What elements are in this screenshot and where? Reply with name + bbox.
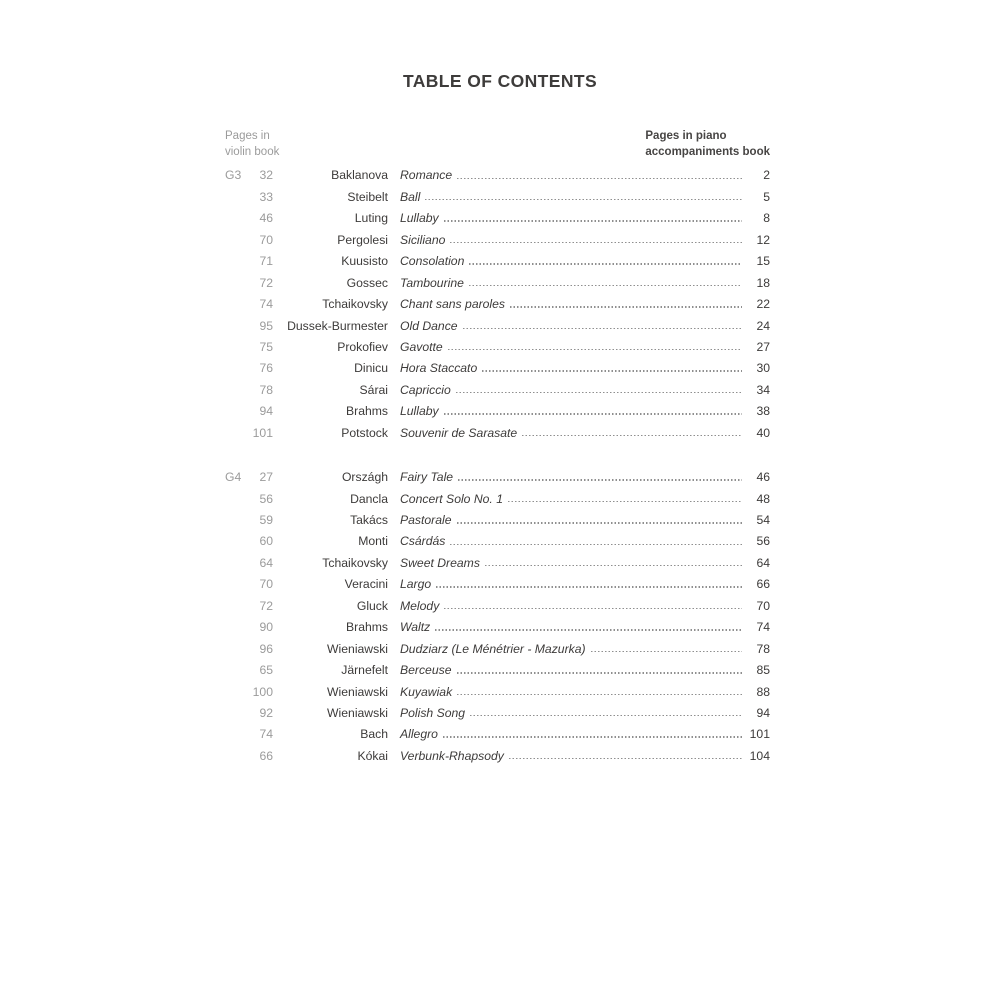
composer-name: Gluck [356,598,388,613]
piece-title: Lullaby [400,211,439,226]
dot-leader [457,672,743,673]
dot-leader [508,501,742,502]
toc-row [225,548,770,569]
composer-name: Sárai [359,382,388,397]
toc-row [225,182,770,203]
violin-page-number: 92 [259,705,273,720]
dot-leader [443,736,742,737]
piano-page-number: 70 [756,598,770,613]
dot-leader [485,565,742,566]
piece-title: Old Dance [400,318,458,333]
piano-page-number: 56 [756,534,770,549]
piano-page-number: 22 [756,297,770,312]
composer-name: Järnefelt [341,663,388,678]
toc-section-g4 [225,463,770,763]
piano-book-column-header [645,129,770,160]
violin-page-number: 70 [259,577,273,592]
violin-page-number: 78 [259,382,273,397]
piano-book-header-line1: Pages in piano [645,130,727,142]
toc-row [225,656,770,677]
piano-page-number: 94 [756,705,770,720]
piece-title: Allegro [400,727,438,742]
piano-page-number: 40 [756,425,770,440]
toc-row [225,375,770,396]
composer-name: Veracini [344,577,388,592]
dot-leader [450,242,742,243]
piece-title: Polish Song [400,705,466,720]
toc-row [225,225,770,246]
toc-row [225,333,770,354]
composer-name: Wieniawski [327,684,388,699]
toc-row [225,720,770,741]
piano-page-number: 5 [763,189,770,204]
piano-page-number: 15 [756,254,770,269]
violin-page-number: 32 [259,168,273,183]
piano-page-number: 64 [756,555,770,570]
composer-name: Wieniawski [327,641,388,656]
dot-leader [469,263,742,264]
composer-name: Gossec [346,275,388,290]
dot-leader [458,479,742,480]
piece-title: Romance [400,168,453,183]
piece-title: Ball [400,189,421,204]
toc-row [225,204,770,225]
violin-page-number: 94 [259,404,273,419]
piano-page-number: 101 [749,727,770,742]
piece-title: Concert Solo No. 1 [400,491,503,506]
page-title: TABLE OF CONTENTS [402,71,598,91]
composer-name: Monti [358,534,388,549]
dot-leader [444,413,742,414]
piece-title: Berceuse [400,663,452,678]
piano-page-number: 78 [756,641,770,656]
composer-name: Takács [350,513,388,527]
piano-page-number: 24 [756,318,770,333]
piano-page-number: 88 [756,684,770,699]
toc-row [225,311,770,332]
violin-page-number: 64 [259,555,273,570]
violin-book-header-line2: violin book [225,145,280,158]
dot-leader [435,629,742,630]
piano-page-number: 34 [756,382,770,397]
dot-leader [457,178,742,179]
dot-leader [469,285,742,286]
violin-page-number: 59 [259,513,273,527]
violin-page-number: 33 [259,189,273,204]
toc-row [225,397,770,418]
piano-page-number: 48 [756,491,770,506]
toc-row [225,161,770,182]
piano-page-number: 12 [756,232,770,247]
dot-leader [522,435,742,436]
dot-leader [425,199,742,200]
piece-title: Chant sans paroles [400,297,506,312]
dot-leader [509,758,742,759]
toc-row [225,527,770,548]
violin-book-header-line1: Pages in [225,130,270,142]
composer-name: Országh [341,470,388,485]
violin-page-number: 71 [259,254,273,269]
composer-name: Bach [360,727,388,742]
dot-leader [463,328,742,329]
dot-leader [470,715,742,716]
piano-page-number: 104 [749,748,770,763]
toc-section-g3 [225,161,770,440]
violin-page-number: 27 [259,470,273,485]
toc-row [225,741,770,762]
composer-name: Wieniawski [327,705,388,720]
composer-name: Prokofiev [337,339,388,354]
violin-page-number: 96 [259,641,273,656]
dot-leader [456,392,742,393]
piece-title: Dudziarz (Le Ménétrier - Mazurka) [400,641,586,656]
composer-name: Tchaikovsky [322,555,388,570]
violin-page-number: 74 [259,297,273,312]
piano-page-number: 18 [756,275,770,290]
dot-leader [482,370,742,371]
violin-page-number: 70 [259,232,273,247]
column-headers [225,129,770,161]
piece-title: Melody [400,598,440,613]
composer-name: Luting [354,211,388,226]
violin-page-number: 72 [259,598,273,613]
piece-title: Lullaby [400,404,439,419]
piece-title: Csárdás [400,534,446,549]
grade-label: G3 [225,168,242,183]
piano-page-number: 46 [756,470,770,485]
grade-label: G4 [225,470,242,485]
piece-title: Fairy Tale [400,470,454,485]
composer-name: Pergolesi [337,232,388,247]
violin-book-column-header [225,129,279,160]
composer-name: Baklanova [331,168,388,183]
composer-name: Tchaikovsky [322,297,388,312]
dot-leader [444,220,742,221]
piece-title: Verbunk-Rhapsody [400,748,504,763]
dot-leader [510,306,742,307]
violin-page-number: 101 [252,425,273,440]
dot-leader [457,522,743,523]
piano-page-number: 8 [763,211,770,226]
toc-row [225,418,770,439]
piano-page-number: 54 [756,513,770,527]
violin-page-number: 65 [259,663,273,678]
composer-name: Dinicu [354,361,388,376]
composer-name: Dussek-Burmester [287,318,388,333]
composer-name: Kuusisto [341,254,388,269]
toc-row [225,268,770,289]
piece-title: Kuyawiak [400,684,453,699]
piece-title: Souvenir de Sarasate [400,425,518,440]
piece-title: Tambourine [400,275,464,290]
composer-name: Brahms [346,404,388,419]
toc-sections [225,161,770,763]
toc-row [225,570,770,591]
piece-title: Siciliano [400,232,446,247]
dot-leader [444,608,742,609]
toc-row [225,506,770,527]
toc-row [225,484,770,505]
piano-book-header-line2: accompaniments book [645,145,770,158]
piano-page-number: 74 [756,620,770,635]
composer-name: Kókai [357,748,388,763]
piece-title: Sweet Dreams [400,555,480,570]
toc-row [225,677,770,698]
dot-leader [591,651,742,652]
dot-leader [450,544,742,545]
composer-name: Dancla [350,491,388,506]
piano-page-number: 30 [756,361,770,376]
toc-content [225,129,770,763]
composer-name: Potstock [341,425,388,440]
dot-leader [448,349,742,350]
piece-title: Largo [400,577,432,592]
toc-row [225,290,770,311]
dot-leader [457,694,742,695]
toc-row [225,247,770,268]
violin-page-number: 46 [259,211,273,226]
piano-page-number: 2 [763,168,770,183]
piece-title: Consolation [400,254,465,269]
toc-row [225,463,770,484]
piece-title: Hora Staccato [400,361,478,376]
violin-page-number: 56 [259,491,273,506]
violin-page-number: 72 [259,275,273,290]
violin-page-number: 60 [259,534,273,549]
piece-title: Gavotte [400,339,443,354]
piece-title: Pastorale [400,513,452,527]
dot-leader [436,586,742,587]
piano-page-number: 85 [756,663,770,678]
violin-page-number: 66 [259,748,273,763]
violin-page-number: 74 [259,727,273,742]
violin-page-number: 95 [259,318,273,333]
violin-page-number: 100 [252,684,273,699]
piece-title: Waltz [400,620,431,635]
composer-name: Steibelt [347,189,388,204]
toc-row [225,699,770,720]
violin-page-number: 76 [259,361,273,376]
violin-page-number: 90 [259,620,273,635]
toc-row [225,613,770,634]
piano-page-number: 66 [756,577,770,592]
composer-name: Brahms [346,620,388,635]
piano-page-number: 27 [756,339,770,354]
piece-title: Capriccio [400,382,451,397]
toc-row [225,354,770,375]
piano-page-number: 38 [756,404,770,419]
violin-page-number: 75 [259,339,273,354]
toc-row [225,591,770,612]
toc-row [225,634,770,655]
